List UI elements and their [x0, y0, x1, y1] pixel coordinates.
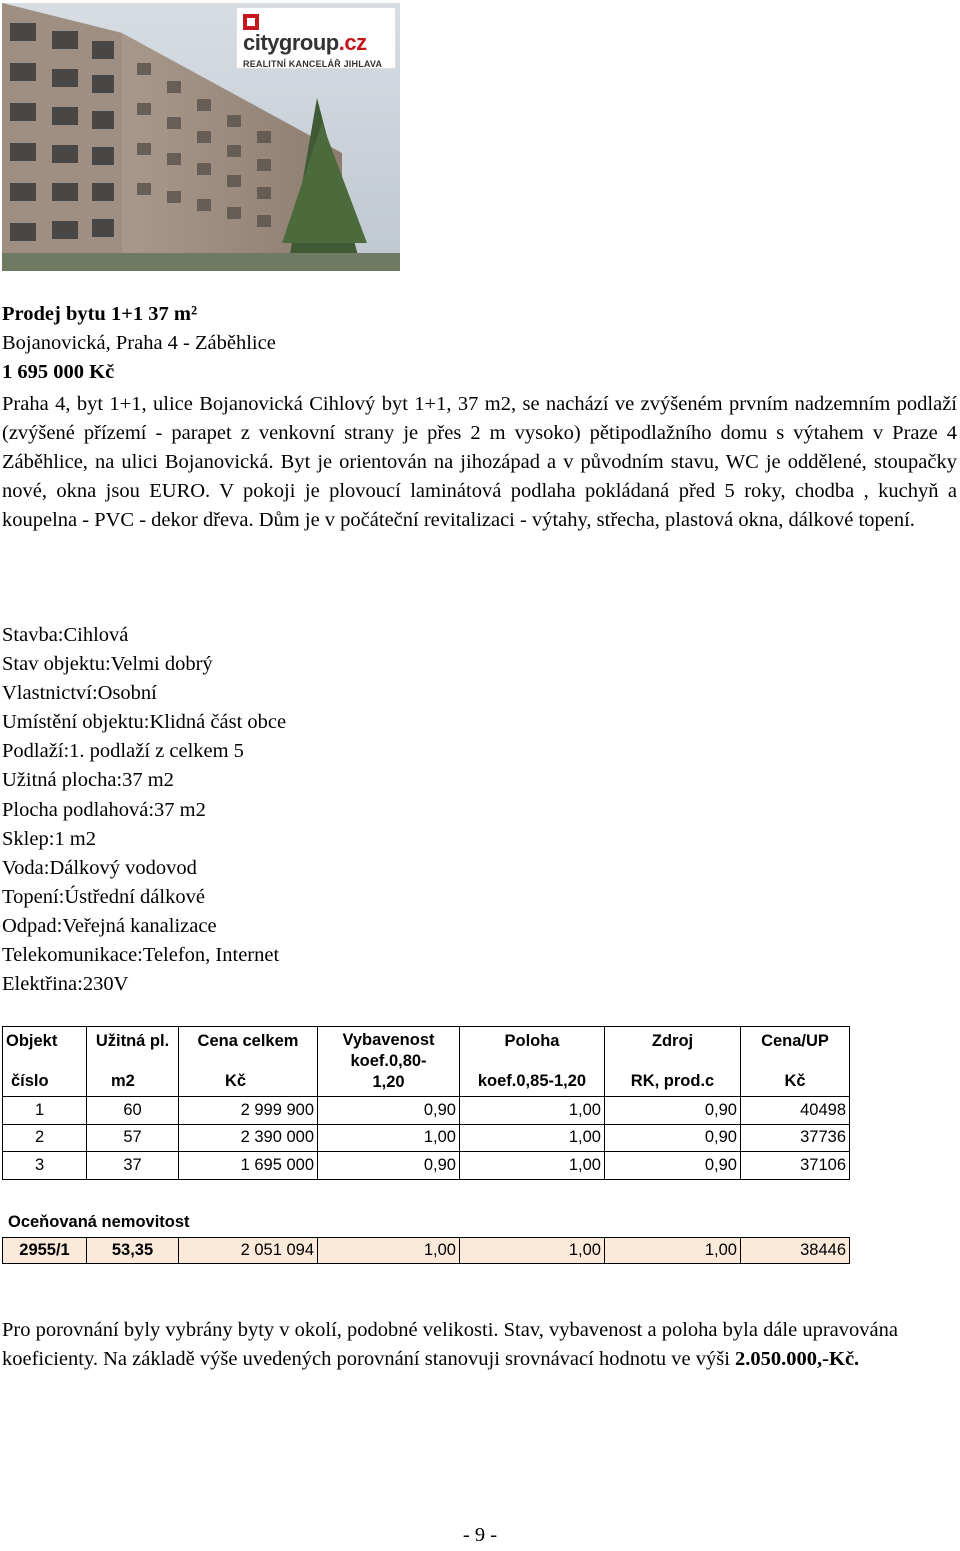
param-construction: Stavba:Cihlová: [2, 624, 129, 646]
table-row: [3, 1124, 850, 1152]
cell-location: 1,00: [460, 1124, 605, 1152]
logo-wordmark: citygroup.cz: [243, 30, 367, 55]
cell-area: 53,35: [87, 1238, 179, 1264]
cell-equipment: 0,90: [318, 1152, 460, 1180]
cell-equipment: 0,90: [318, 1097, 460, 1125]
cell-price: 2 051 094: [179, 1238, 318, 1264]
param-sewage: Odpad:Veřejná kanalizace: [2, 914, 217, 937]
col-header-usable-area: Užitná pl. m2: [87, 1027, 179, 1097]
cell-area: 60: [87, 1097, 179, 1125]
col-header-object: Objekt číslo: [3, 1027, 87, 1097]
company-logo: [236, 7, 396, 69]
cell-equipment: 1,00: [318, 1124, 460, 1152]
summary-paragraph: [2, 1316, 957, 1374]
cell-object: 1: [3, 1097, 87, 1125]
listing-description: Praha 4, byt 1+1, ulice Bojanovická Cihlový byt 1+1, 37 m2, se nachází ve zvýšeném prvním nadzemním podlaží (zvýšené přízemí - parapet z venkovní strany je přes 2 m vysoko) pětipodlažního domu s výtahem v Praze 4 Záběhlice, na ulici Bojanovická. Byt je orientován na jihozápad a v původním stavu, WC je oddělené, stoupačky nové, okna jsou EURO. V pokoji je plovoucí laminátová podlaha pokládaná před 5 roky, chodba , kuchyň a koupelna - PVC - dekor dřeva. Dům je v počáteční revitalizaci - výtahy, střecha, plastová okna, dálkové topení.: [2, 393, 957, 531]
cell-source: 0,90: [605, 1097, 741, 1125]
param-usable-area: Užitná plocha:37 m2: [2, 769, 174, 792]
subject-row: [3, 1238, 850, 1264]
param-heating: Topení:Ústřední dálkové: [2, 885, 205, 908]
page-number: - 9 -: [462, 1524, 498, 1546]
col-header-equipment: Vybavenost koef.0,80- 1,20: [318, 1027, 460, 1097]
cell-object: 2955/1: [3, 1238, 87, 1264]
cell-location: 1,00: [460, 1238, 605, 1264]
cell-object: 2: [3, 1124, 87, 1152]
summary-value: 2.050.000,-Kč.: [735, 1348, 860, 1370]
param-water: Voda:Dálkový vodovod: [2, 856, 197, 879]
cell-price-per-area: 37736: [741, 1124, 850, 1152]
col-header-location: Poloha koef.0,85-1,20: [460, 1027, 605, 1097]
subject-table: [2, 1237, 850, 1264]
cell-source: 0,90: [605, 1124, 741, 1152]
listing-price: 1 695 000 Kč: [2, 361, 115, 383]
cell-object: 3: [3, 1152, 87, 1180]
cell-price-per-area: 40498: [741, 1097, 850, 1125]
cell-source: 0,90: [605, 1152, 741, 1180]
listing-address: Bojanovická, Praha 4 - Záběhlice: [2, 332, 276, 354]
cell-area: 37: [87, 1152, 179, 1180]
col-header-price-per-area: Cena/UP Kč: [741, 1027, 850, 1097]
table-row: [3, 1152, 850, 1180]
cell-equipment: 1,00: [318, 1238, 460, 1264]
param-floor-area: Plocha podlahová:37 m2: [2, 798, 206, 821]
param-cellar: Sklep:1 m2: [2, 827, 96, 850]
cell-price: 2 999 900: [179, 1097, 318, 1125]
subject-label: Oceňovaná nemovitost: [8, 1213, 190, 1231]
param-electricity: Elektřina:230V: [2, 973, 129, 996]
cell-location: 1,00: [460, 1097, 605, 1125]
logo-icon: [243, 14, 259, 30]
logo-tagline: REALITNÍ KANCELÁŘ JIHLAVA: [243, 59, 383, 69]
cell-price-per-area: 38446: [741, 1238, 850, 1264]
param-telecom: Telekomunikace:Telefon, Internet: [2, 944, 280, 967]
building-photo: [2, 3, 400, 271]
property-parameters: [2, 621, 957, 999]
comparison-table: [2, 1026, 850, 1180]
param-floor: Podlaží:1. podlaží z celkem 5: [2, 740, 244, 763]
cell-source: 1,00: [605, 1238, 741, 1264]
listing-title: Prodej bytu 1+1 37 m²: [2, 303, 198, 325]
cell-location: 1,00: [460, 1152, 605, 1180]
param-ownership: Vlastnictví:Osobní: [2, 682, 157, 705]
cell-area: 57: [87, 1124, 179, 1152]
param-location: Umístění objektu:Klidná část obce: [2, 711, 287, 734]
param-condition: Stav objektu:Velmi dobrý: [2, 653, 213, 676]
cell-price-per-area: 37106: [741, 1152, 850, 1180]
col-header-source: Zdroj RK, prod.c: [605, 1027, 741, 1097]
table-row: [3, 1097, 850, 1125]
summary-text: Pro porovnání byly vybrány byty v okolí, podobné velikosti. Stav, vybavenost a poloha byla dále upravována koeficienty. Na základě výše uvedených porovnání stanovuji srovnávací hodnotu ve výši: [2, 1319, 898, 1370]
cell-price: 1 695 000: [179, 1152, 318, 1180]
col-header-total-price: Cena celkem Kč: [179, 1027, 318, 1097]
cell-price: 2 390 000: [179, 1124, 318, 1152]
table-header-row: [3, 1027, 850, 1097]
